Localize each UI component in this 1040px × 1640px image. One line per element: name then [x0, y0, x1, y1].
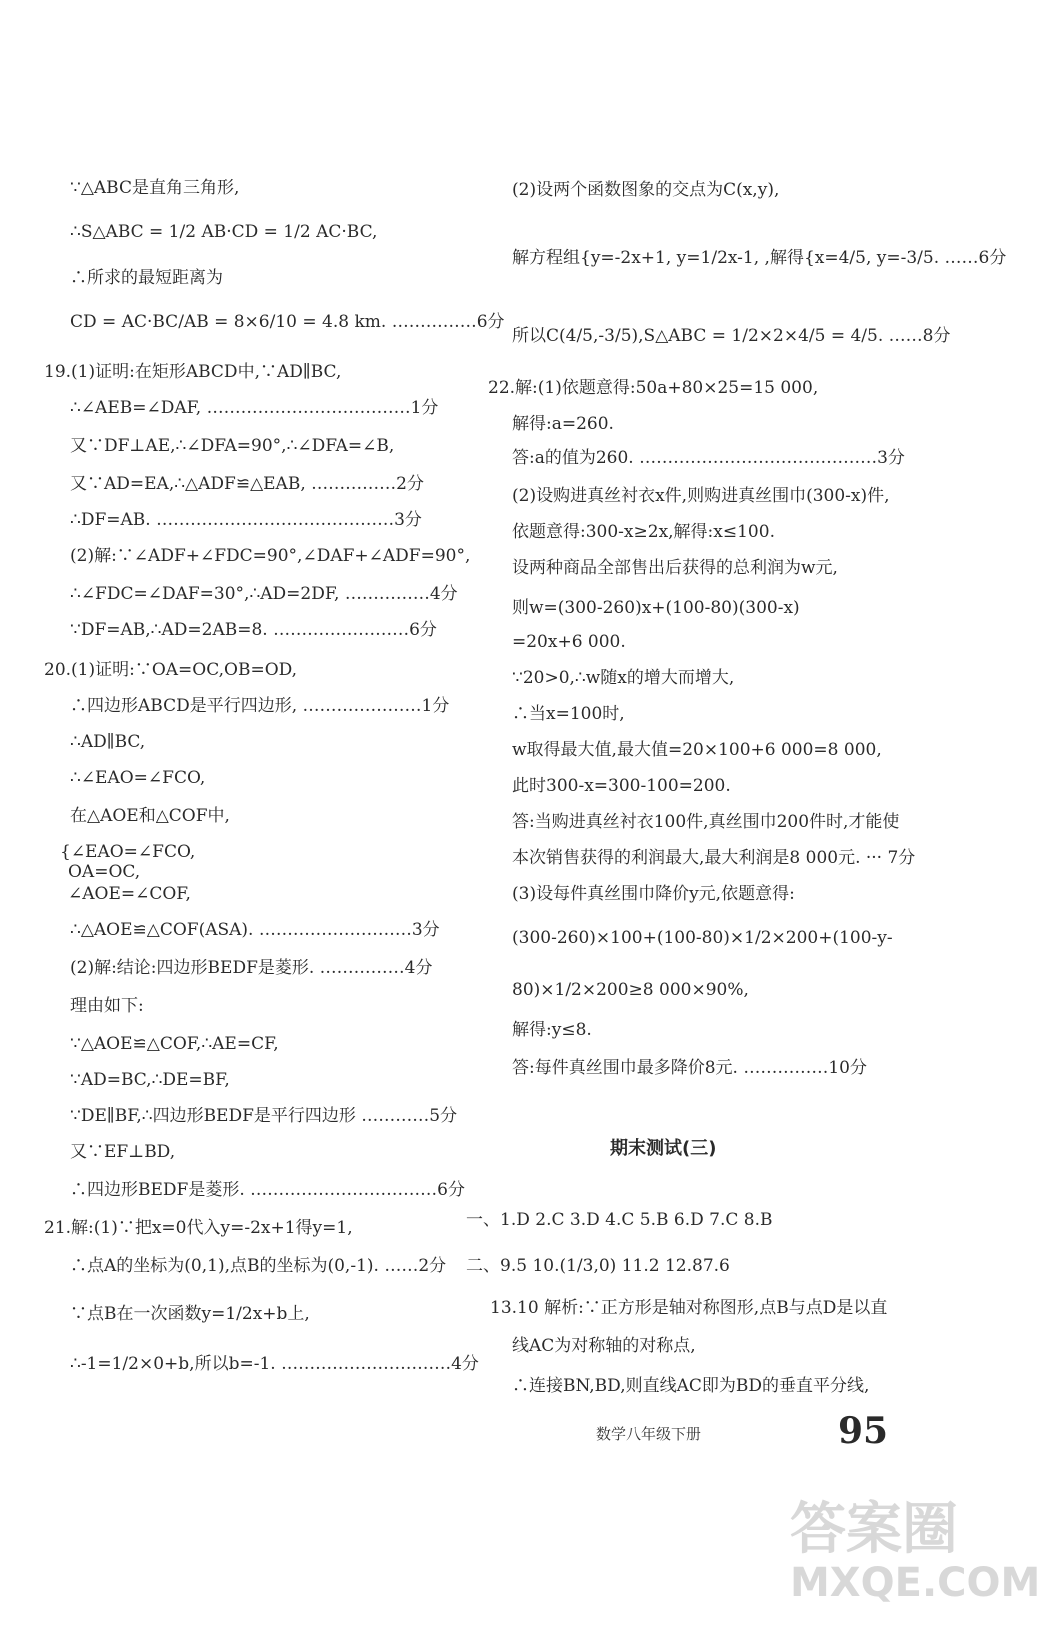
right-text-line: 解得:y≤8. — [512, 1020, 592, 1040]
answer-text-line: 一、1.D 2.C 3.D 4.C 5.B 6.D 7.C 8.B — [466, 1210, 773, 1230]
answer-text-line: ∴连接BN,BD,则直线AC即为BD的垂直平分线, — [512, 1376, 870, 1396]
left-text-line: ∵DE∥BF,∴四边形BEDF是平行四边形 …………5分 — [70, 1106, 458, 1126]
left-text-line: 21.解:(1)∵把x=0代入y=-2x+1得y=1, — [44, 1218, 353, 1238]
right-text-line: 本次销售获得的利润最大,最大利润是8 000元. ··· 7分 — [512, 848, 916, 868]
left-text-line: 19.(1)证明:在矩形ABCD中,∵AD∥BC, — [44, 362, 342, 382]
left-text-line: ∵△ABC是直角三角形, — [70, 178, 240, 198]
right-text-line: 答:a的值为260. ……………………………………3分 — [512, 448, 905, 468]
section-title: 期末测试(三) — [610, 1138, 717, 1159]
left-text-line: ∴-1=1/2×0+b,所以b=-1. …………………………4分 — [70, 1354, 479, 1374]
left-text-line: ∴AD∥BC, — [70, 732, 146, 752]
right-text-line: 设两种商品全部售出后获得的总利润为w元, — [512, 558, 838, 578]
left-text-line: 又∵DF⊥AE,∴∠DFA=90°,∴∠DFA=∠B, — [70, 436, 395, 456]
right-text-line: 答:当购进真丝衬衣100件,真丝围巾200件时,才能使 — [512, 812, 900, 832]
answer-text-line: 二、9.5 10.(1/3,0) 11.2 12.87.6 — [466, 1256, 730, 1276]
left-text-line: 又∵AD=EA,∴△ADF≌△EAB, ……………2分 — [70, 474, 424, 494]
left-text-line: 在△AOE和△COF中, — [70, 806, 230, 826]
right-text-line: (3)设每件真丝围巾降价y元,依题意得: — [512, 884, 795, 904]
right-text-line: 80)×1/2×200≥8 000×90%, — [512, 980, 749, 1000]
right-text-line: (300-260)×100+(100-80)×1/2×200+(100-y- — [512, 928, 893, 948]
left-text-line: ∵△AOE≌△COF,∴AE=CF, — [70, 1034, 279, 1054]
right-text-line: 22.解:(1)依题意得:50a+80×25=15 000, — [488, 378, 819, 398]
left-text-line: ∴∠AEB=∠DAF, ………………………………1分 — [70, 398, 439, 418]
left-text-line: (2)解:结论:四边形BEDF是菱形. ……………4分 — [70, 958, 433, 978]
left-text-line: ∵AD=BC,∴DE=BF, — [70, 1070, 230, 1090]
right-text-line: ∴当x=100时, — [512, 704, 625, 724]
left-text-line: ∴△AOE≌△COF(ASA). ………………………3分 — [70, 920, 440, 940]
answer-text-line: 13.10 解析:∵正方形是轴对称图形,点B与点D是以直 — [490, 1298, 888, 1318]
right-text-line: 依题意得:300-x≥2x,解得:x≤100. — [512, 522, 775, 542]
left-text-line: 20.(1)证明:∵OA=OC,OB=OD, — [44, 660, 298, 680]
left-text-line: (2)解:∵∠ADF+∠FDC=90°,∠DAF+∠ADF=90°, — [70, 546, 471, 566]
left-text-line: ∴S△ABC = 1/2 AB·CD = 1/2 AC·BC, — [70, 222, 378, 242]
left-text-line: ∴DF=AB. ……………………………………3分 — [70, 510, 422, 530]
left-text-line: ∵DF=AB,∴AD=2AB=8. ……………………6分 — [70, 620, 437, 640]
footer-text: 数学八年级下册 — [596, 1425, 702, 1443]
watermark-logo: 答案圈 — [790, 1497, 958, 1562]
left-text-line: 又∵EF⊥BD, — [70, 1142, 176, 1162]
left-text-line: {∠EAO=∠FCO, — [60, 842, 196, 862]
right-text-line: (2)设购进真丝衬衣x件,则购进真丝围巾(300-x)件, — [512, 486, 890, 506]
left-text-line: ∴∠EAO=∠FCO, — [70, 768, 206, 788]
right-text-line: (2)设两个函数图象的交点为C(x,y), — [512, 180, 780, 200]
right-text-line: 所以C(4/5,-3/5),S△ABC = 1/2×2×4/5 = 4/5. ……8分 — [512, 326, 951, 346]
left-text-line: CD = AC·BC/AB = 8×6/10 = 4.8 km. ……………6分 — [70, 312, 505, 332]
left-text-line: ∠AOE=∠COF, — [68, 884, 191, 904]
right-text-line: 答:每件真丝围巾最多降价8元. ……………10分 — [512, 1058, 867, 1078]
left-text-line: ∴四边形BEDF是菱形. ……………………………6分 — [70, 1180, 465, 1200]
watermark-url: MXQE.COM — [790, 1560, 1040, 1606]
answer-text-line: 线AC为对称轴的对称点, — [512, 1336, 696, 1356]
right-text-line: 此时300-x=300-100=200. — [512, 776, 731, 796]
left-text-line: ∴所求的最短距离为 — [70, 268, 223, 288]
page-number: 95 — [838, 1410, 889, 1452]
left-text-line: ∴点A的坐标为(0,1),点B的坐标为(0,-1). ……2分 — [70, 1256, 447, 1276]
right-text-line: 解得:a=260. — [512, 414, 614, 434]
right-text-line: 则w=(300-260)x+(100-80)(300-x) — [512, 598, 800, 618]
right-text-line: w取得最大值,最大值=20×100+6 000=8 000, — [512, 740, 882, 760]
left-text-line: ∴四边形ABCD是平行四边形, …………………1分 — [70, 696, 450, 716]
left-text-line: 理由如下: — [70, 996, 144, 1016]
right-text-line: 解方程组{y=-2x+1, y=1/2x-1, ,解得{x=4/5, y=-3/5. ……6分 — [512, 248, 1007, 268]
right-text-line: ∵20>0,∴w随x的增大而增大, — [512, 668, 735, 688]
left-text-line: OA=OC, — [68, 862, 141, 882]
right-text-line: =20x+6 000. — [512, 632, 626, 652]
left-text-line: ∵点B在一次函数y=1/2x+b上, — [70, 1304, 310, 1324]
left-text-line: ∴∠FDC=∠DAF=30°,∴AD=2DF, ……………4分 — [70, 584, 458, 604]
